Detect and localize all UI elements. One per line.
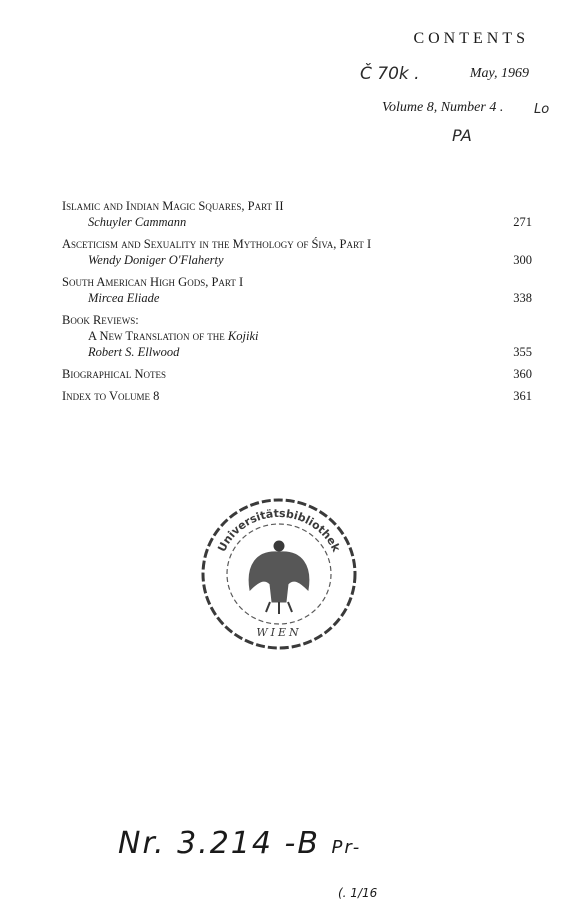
toc-entry-author-row [62,290,532,306]
toc-entry-subtitle [62,328,532,344]
toc-entry-title: Biographical Notes [62,367,166,381]
toc-entry [62,366,532,382]
toc-entry [62,236,532,268]
handwritten-note-top: Č 70k . [360,64,420,84]
toc-entry-title-row [62,388,532,404]
toc-entry-title-row [62,366,532,382]
handwritten-shelfmark-suffix: Pr- [331,837,362,858]
toc-entry-title: Asceticism and Sexuality in the Mythology of Śiva, Part I [62,237,372,251]
toc-entry-title: Islamic and Indian Magic Squares, Part II [62,199,284,213]
toc-entry-author: Schuyler Cammann [88,215,187,229]
toc-entry-page: 360 [513,367,532,381]
stamp-ring-text: Universitätsbibliothek [215,506,343,554]
toc-entry-page: 361 [513,389,532,403]
toc-entry-page: 355 [513,345,532,359]
toc-entry-page: 300 [513,253,532,267]
toc-entry-page: 271 [513,215,532,229]
handwritten-note-volume: Lo [534,102,550,117]
handwritten-bottom-note: (. 1/16 [338,886,378,900]
contents-heading: CONTENTS [413,30,529,47]
toc-entry [62,198,532,230]
toc-entry-author: Mircea Eliade [88,291,160,305]
library-stamp [196,494,362,654]
toc-entry [62,388,532,404]
toc-entry-author-row [62,214,532,230]
toc-entry-author-row [62,344,532,360]
handwritten-note-initials: PA [452,126,472,145]
toc-entry-subtitle-text: A New Translation of the [88,329,225,343]
toc-entry-author: Robert S. Ellwood [88,345,180,359]
toc-entry-author-row [62,252,532,268]
toc-entry-page: 338 [513,291,532,305]
handwritten-shelfmark-text: Nr. 3.214 -B [118,826,320,861]
toc-entry-author: Wendy Doniger O'Flaherty [88,253,224,267]
toc-entry [62,312,532,360]
eagle-emblem-icon [249,541,309,614]
issue-date: May, 1969 [469,66,529,81]
handwritten-shelfmark [118,826,361,861]
toc-entry-title: Index to Volume 8 [62,389,160,403]
toc-entry [62,274,532,306]
volume-number: Volume 8, Number 4 . [382,100,504,115]
toc-entry-subtitle-italic: Kojiki [227,329,259,343]
table-of-contents [62,198,532,410]
toc-entry-title: Book Reviews: [62,313,139,327]
stamp-city: WIEN [256,626,302,639]
toc-entry-title: South American High Gods, Part I [62,275,244,289]
